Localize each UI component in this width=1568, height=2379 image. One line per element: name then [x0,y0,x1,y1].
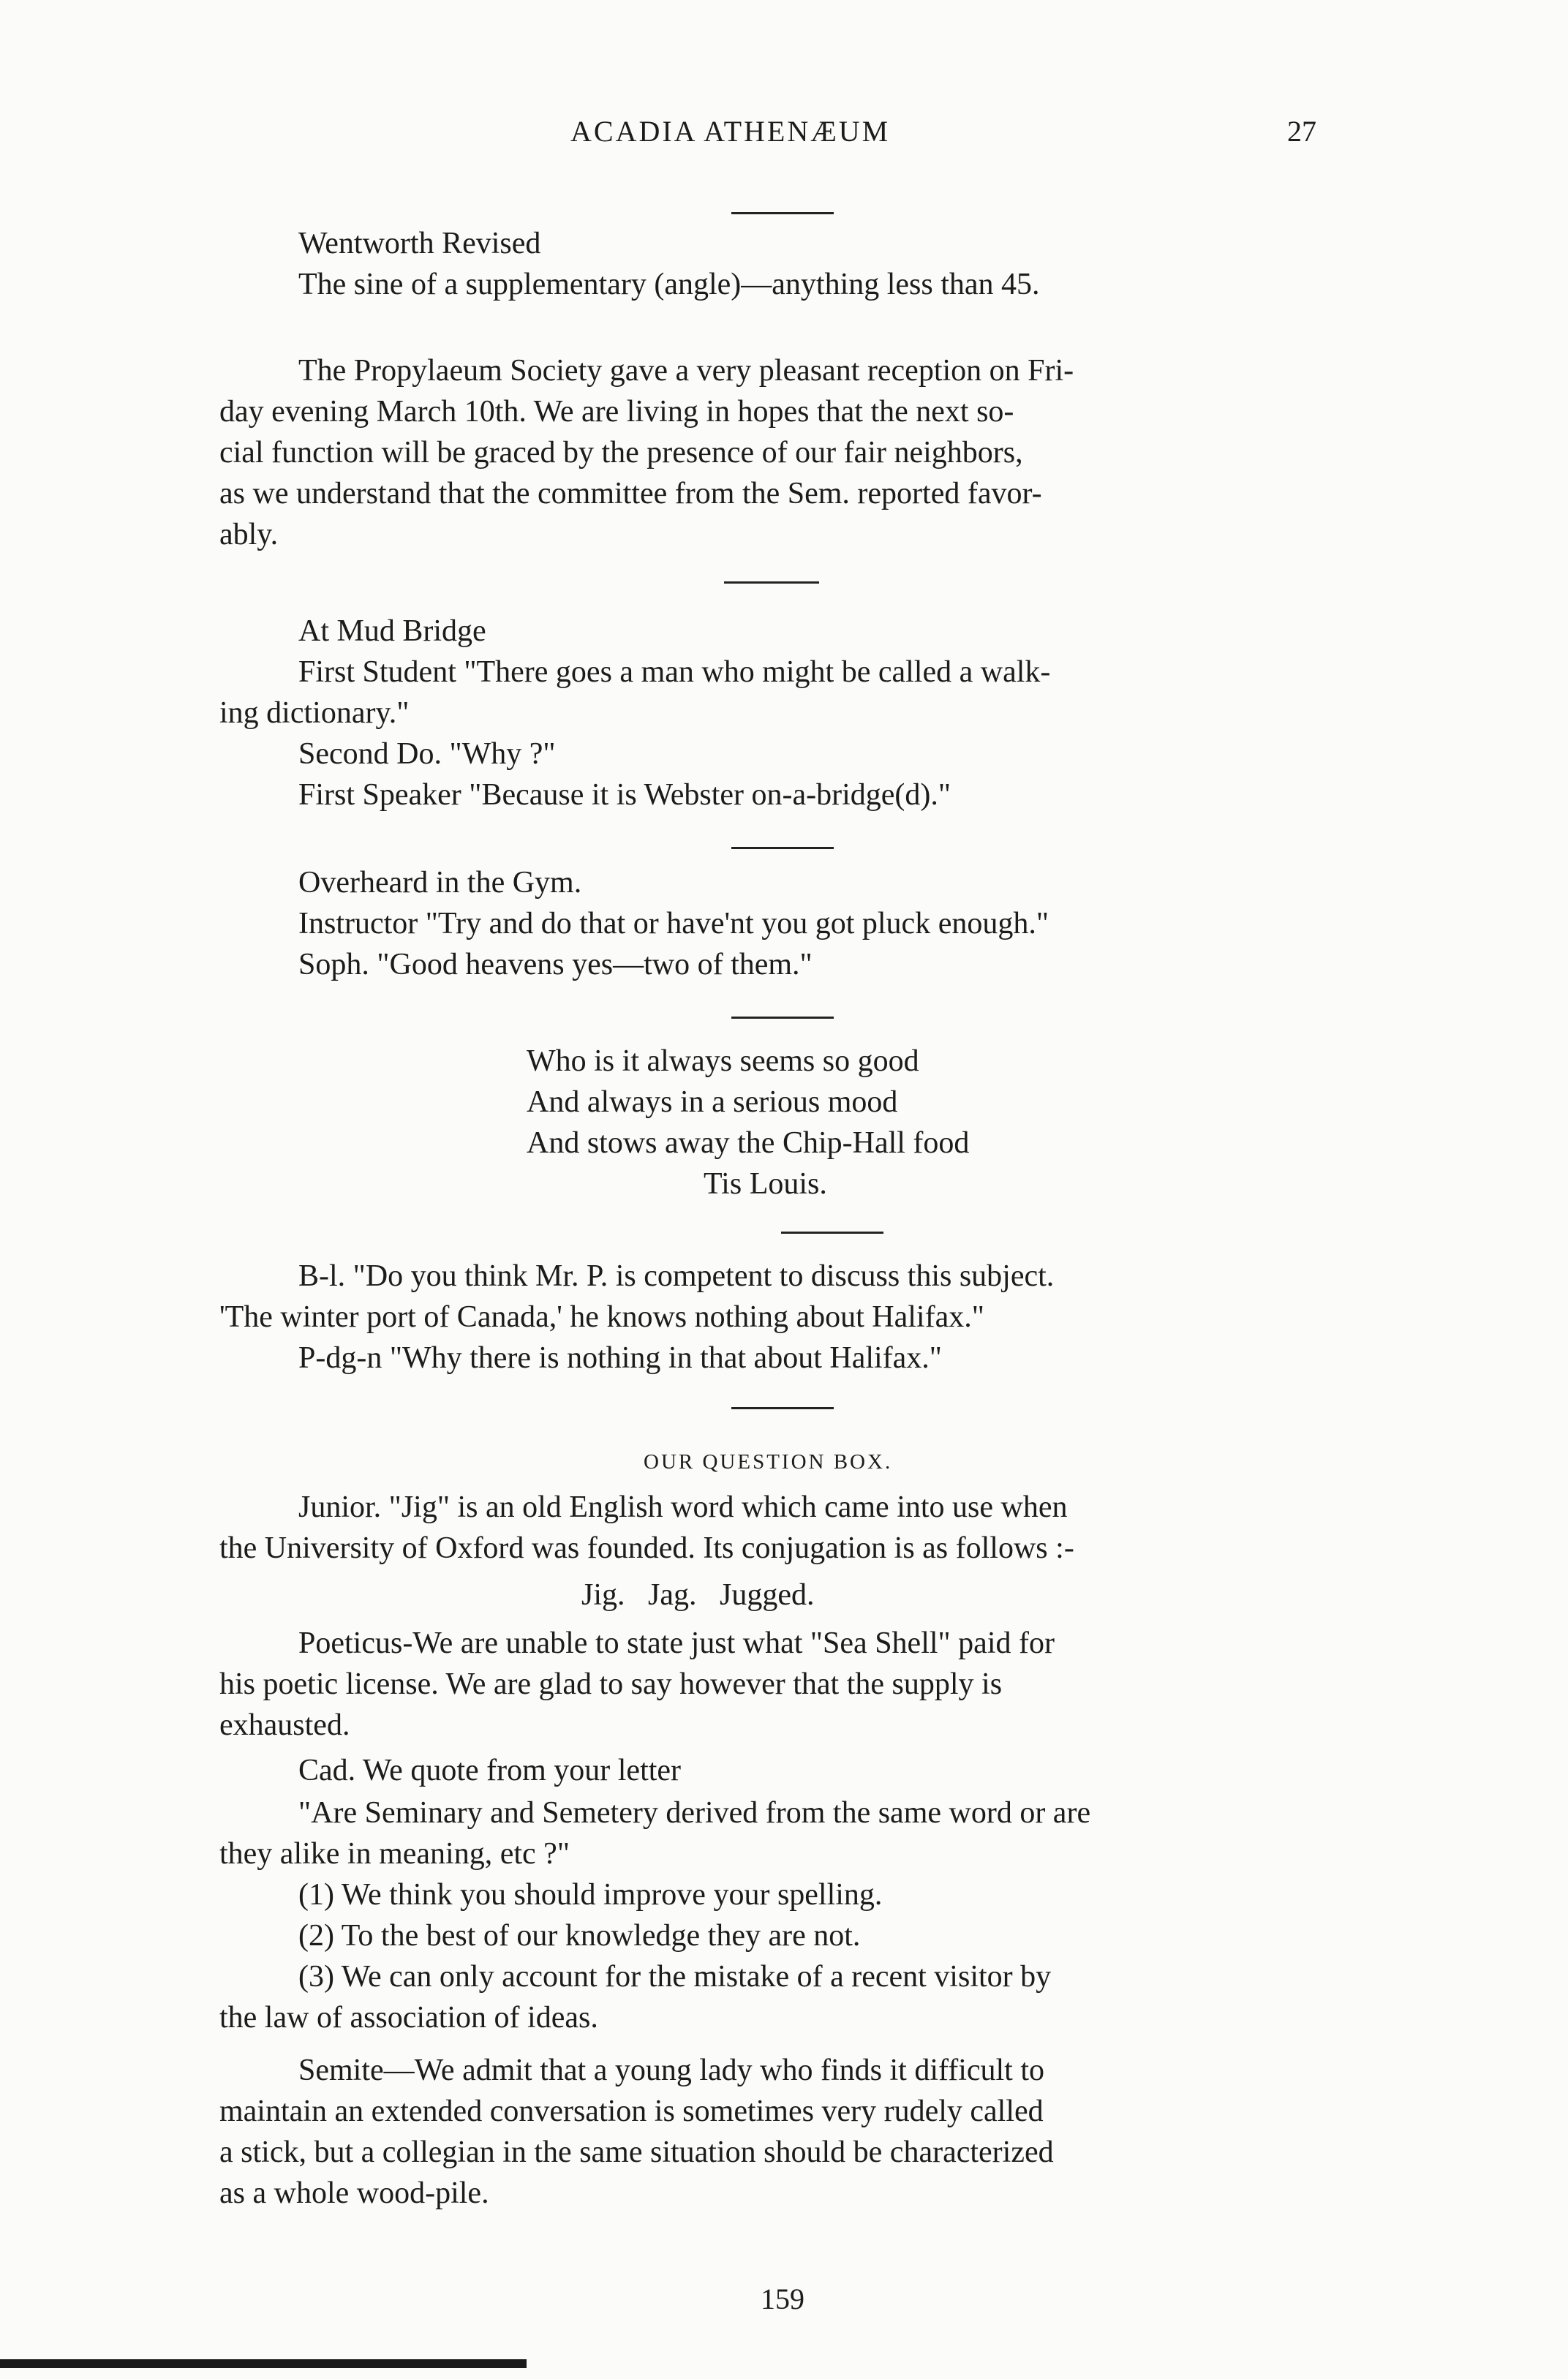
verse-line: Tis Louis. [704,1167,827,1201]
divider-rule [724,581,819,584]
text-line: P-dg-n "Why there is nothing in that about Halifax." [298,1341,942,1375]
text-line: Semite—We admit that a young lady who finds it difficult to [298,2054,1045,2087]
page-number: 27 [1287,115,1316,148]
verse-line: Who is it always seems so good [527,1044,919,1078]
divider-rule [731,847,834,849]
text-line: maintain an extended conversation is sometimes very rudely called [219,2095,1044,2128]
running-head: ACADIA ATHENÆUM [570,115,891,148]
text-line: First Speaker "Because it is Webster on-a-bridge(d)." [298,778,951,812]
verse-line: And stows away the Chip-Hall food [527,1126,970,1160]
divider-rule [731,1017,834,1019]
divider-rule [731,212,834,214]
text-line: First Student "There goes a man who might be called a walk- [298,655,1051,689]
text-line: Soph. "Good heavens yes—two of them." [298,948,813,981]
text-line: The sine of a supplementary (angle)—anything less than 45. [298,268,1040,301]
text-line: cial function will be graced by the presence of our fair neighbors, [219,436,1023,470]
text-line: the law of association of ideas. [219,2001,598,2035]
text-line: the University of Oxford was founded. Its conjugation is as follows :- [219,1531,1074,1565]
scan-edge-bar [0,2359,527,2368]
text-line: Jig. Jag. Jugged. [581,1578,815,1612]
text-line: Second Do. "Why ?" [298,737,556,771]
verse-line: And always in a serious mood [527,1085,898,1119]
text-line: 'The winter port of Canada,' he knows nothing about Halifax." [219,1300,984,1334]
text-line: Cad. We quote from your letter [298,1754,682,1787]
text-line: (1) We think you should improve your spelling. [298,1878,883,1912]
text-line: Poeticus-We are unable to state just what "Sea Shell" paid for [298,1626,1055,1660]
divider-rule [731,1407,834,1409]
text-line: The Propylaeum Society gave a very pleasant reception on Fri- [298,354,1074,388]
text-line: exhausted. [219,1708,350,1742]
text-line: B-l. "Do you think Mr. P. is competent to discuss this subject. [298,1259,1055,1293]
text-line: they alike in meaning, etc ?" [219,1837,570,1871]
text-line: as we understand that the committee from the Sem. reported favor- [219,477,1042,510]
text-line: "Are Seminary and Semetery derived from the same word or are [298,1796,1091,1830]
text-line: a stick, but a collegian in the same situation should be characterized [219,2135,1054,2169]
text-line: ably. [219,518,279,551]
divider-rule [781,1232,883,1234]
text-line: Wentworth Revised [298,227,541,260]
footer-folio: 159 [761,2282,804,2315]
text-line: as a whole wood-pile. [219,2176,489,2210]
text-line: Junior. "Jig" is an old English word which came into use when [298,1490,1068,1524]
text-line: Instructor "Try and do that or have'nt you got pluck enough." [298,907,1049,940]
text-line: (2) To the best of our knowledge they are not. [298,1919,861,1953]
text-line: day evening March 10th. We are living in hopes that the next so- [219,395,1014,429]
section-heading: OUR QUESTION BOX. [644,1450,893,1474]
text-line: his poetic license. We are glad to say however that the supply is [219,1667,1003,1701]
text-line: Overheard in the Gym. [298,866,582,900]
text-line: At Mud Bridge [298,614,486,648]
text-line: ing dictionary." [219,696,410,730]
text-line: (3) We can only account for the mistake of a recent visitor by [298,1960,1052,1994]
